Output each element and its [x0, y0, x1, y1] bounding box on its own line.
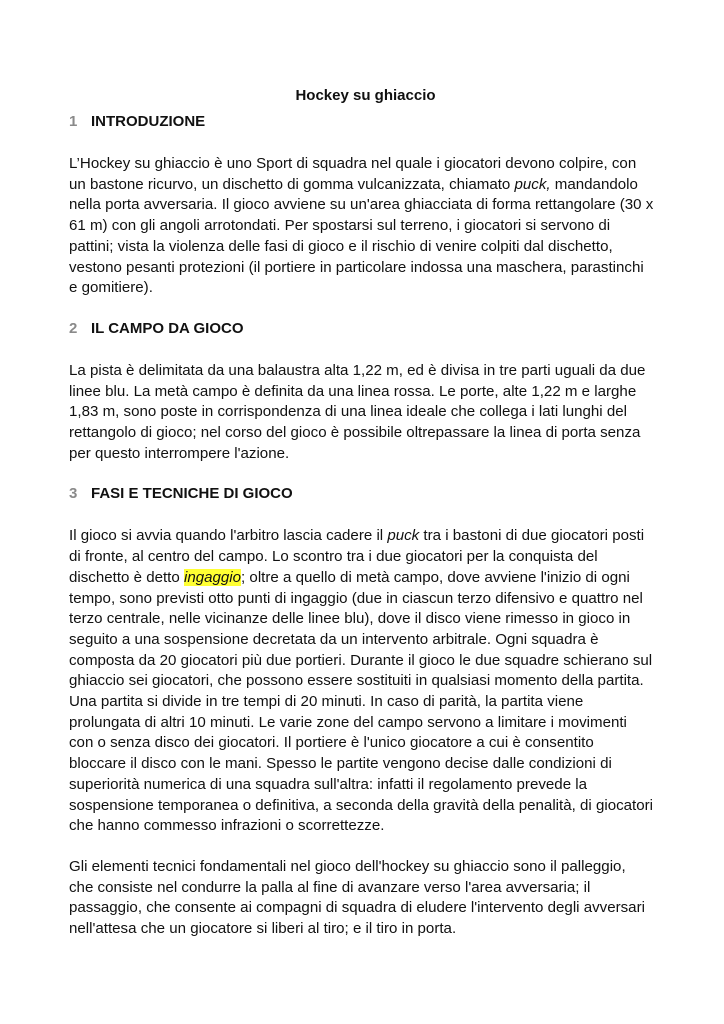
section-heading-fasi — [69, 484, 654, 504]
text-run: mandandolo nella porta avversaria. Il gioco avviene su un'area ghiacciata di forma rettangolare (30 x 61 m) con gli angoli arrotondati. Per spostarsi sul terreno, i giocatori si servono di pattini; vista la violenza delle fasi di gioco e il rischio di venire colpiti dal dischetto, vestono pesanti protezioni (il portiere in particolare indossa una maschera, parastinchi e gomitiere). — [69, 175, 654, 297]
section-number: 1 — [69, 113, 78, 130]
section-heading-campo — [69, 319, 654, 339]
section-heading-introduzione — [69, 112, 654, 132]
text-run: tra i bastoni di due giocatori posti di fronte, al centro del campo. Lo scontro tra i due giocatori per la conquista del dischetto è detto — [69, 527, 645, 586]
text-run: L’Hockey su ghiaccio è uno Sport di squadra nel quale i giocatori devono colpire, con un bastone ricurvo, un dischetto di gomma vulcanizzata, chiamato — [69, 155, 637, 193]
text-run: Il gioco si avvia quando l'arbitro lascia cadere il — [69, 527, 388, 545]
highlighted-term-ingaggio: ingaggio — [183, 568, 242, 586]
paragraph-fasi-1 — [69, 526, 654, 837]
paragraph-fasi-2: Gli elementi tecnici fondamentali nel gioco dell'hockey su ghiaccio sono il palleggio, che consiste nel condurre la palla al fine di avanzare verso l'area avversaria; il passaggio, che consente ai compagni di squadra di eludere l'intervento degli avversari nell'attesa che un giocatore si liberi al tiro; e il tiro in porta. — [69, 857, 645, 938]
section-title: IL CAMPO DA GIOCO — [91, 319, 244, 337]
section-number: 2 — [69, 319, 78, 337]
paragraph-campo: La pista è delimitata da una balaustra alta 1,22 m, ed è divisa in tre parti uguali da due linee blu. La metà campo è definita da una linea rossa. Le porte, alte 1,22 m e larghe 1,83 m, sono poste in corrispondenza di una linea ideale che collega i lati lunghi del rettangolo di gioco; nel corso del gioco è possibile oltrepassare la linea di porta senza per questo interrompere l'azione. — [69, 361, 646, 462]
italic-term-puck: puck — [387, 527, 420, 545]
text-run: ; oltre a quello di metà campo, dove avviene l'inizio di ogni tempo, sono previsti otto punti di ingaggio (due in ciascun terzo difensivo e quattro nel terzo centrale, nelle vicinanze delle linee blu), dove il disco viene rimesso in gioco in seguito a una sospensione decretata da un intervento arbitrale. Ogni squadra è composta da 20 giocatori più due portieri. Durante il gioco le due squadre schierano sul ghiaccio sei giocatori, che possono essere sostituiti in qualsiasi momento della partita. Una partita si divide in tre tempi di 20 minuti. In caso di parità, la partita viene prolungata di altri 10 minuti. Le varie zone del campo servono a limitare i movimenti con o senza disco dei giocatori. Il portiere è l'unico giocatore a cui è consentito bloccare il disco con le mani. Spesso le partite vengono decise dalle condizioni di superiorità numerica di una squadra sull'altra: infatti il regolamento prevede la sospensione temporanea o definitiva, a seconda della gravità della penalità, di giocatori che hanno commesso infrazioni o scorrettezze. — [69, 568, 654, 835]
paragraph-introduzione — [69, 154, 654, 299]
document-title: Hockey su ghiaccio — [295, 87, 436, 104]
section-title: INTRODUZIONE — [91, 113, 206, 130]
italic-term-puck: puck, — [514, 175, 551, 193]
section-number: 3 — [69, 485, 78, 503]
section-title: FASI E TECNICHE DI GIOCO — [91, 485, 293, 503]
